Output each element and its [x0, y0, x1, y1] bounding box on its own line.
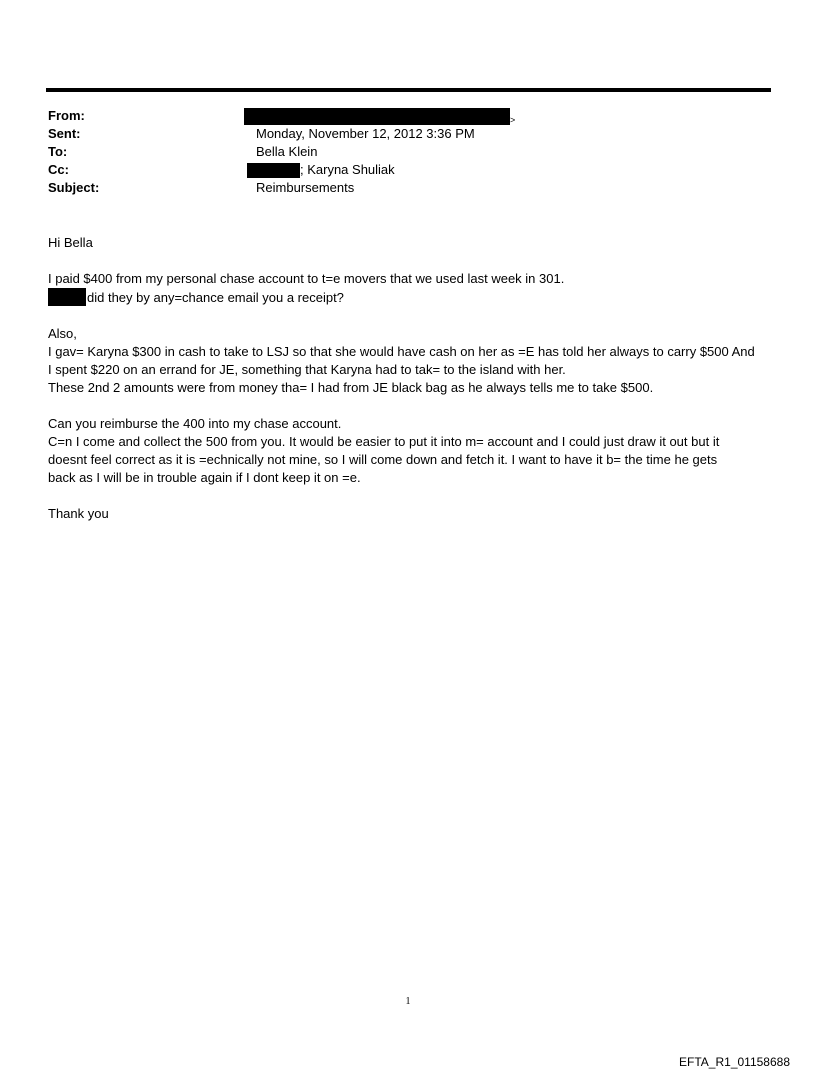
cc-label: Cc:	[48, 162, 69, 177]
greeting: Hi Bella	[48, 235, 93, 250]
from-suffix: >	[510, 115, 516, 125]
body-line-redacted	[48, 288, 776, 307]
cc-value: ; Karyna Shuliak	[300, 162, 395, 177]
header-divider	[46, 88, 771, 92]
redaction-block	[48, 288, 86, 306]
sent-label: Sent:	[48, 126, 81, 141]
from-label: From:	[48, 108, 85, 123]
cc-row	[48, 161, 768, 179]
body-line: C=n I come and collect the 500 from you. It would be easier to put it into m= account and I could just draw it out but it	[48, 434, 720, 449]
body-line: These 2nd 2 amounts were from money tha= I had from JE black bag as he always tells me to take $500.	[48, 380, 654, 395]
document-id: EFTA_R1_01158688	[679, 1055, 790, 1069]
email-body	[48, 234, 776, 523]
to-row	[48, 143, 768, 161]
email-header	[48, 107, 768, 197]
body-line: back as I will be in trouble again if I dont keep it on =e.	[48, 470, 361, 485]
body-line: doesnt feel correct as it is =echnically not mine, so I will come down and fetch it. I want to have it b= the time he gets	[48, 452, 718, 467]
body-line: I spent $220 on an errand for JE, something that Karyna had to tak= to the island with her.	[48, 362, 566, 377]
redaction-block	[247, 163, 300, 178]
to-value: Bella Klein	[256, 144, 318, 159]
body-line: Can you reimburse the 400 into my chase account.	[48, 416, 342, 431]
redaction-block	[244, 108, 510, 125]
cc-value-wrap	[256, 161, 395, 179]
sent-value: Monday, November 12, 2012 3:36 PM	[256, 126, 475, 141]
sent-row	[48, 125, 768, 143]
body-line: I gav= Karyna $300 in cash to take to LSJ so that she would have cash on her as =E has told her always to carry $500 And	[48, 344, 755, 359]
body-line: did they by any=chance email you a receipt?	[87, 290, 344, 305]
page-number: 1	[405, 996, 411, 1007]
closing: Thank you	[48, 506, 109, 521]
subject-label: Subject:	[48, 180, 100, 195]
subject-row	[48, 179, 768, 197]
to-label: To:	[48, 144, 68, 159]
from-row	[48, 107, 768, 125]
body-line: Also,	[48, 326, 77, 341]
body-line: I paid $400 from my personal chase account to t=e movers that we used last week in 301.	[48, 271, 565, 286]
subject-value: Reimbursements	[256, 180, 355, 195]
